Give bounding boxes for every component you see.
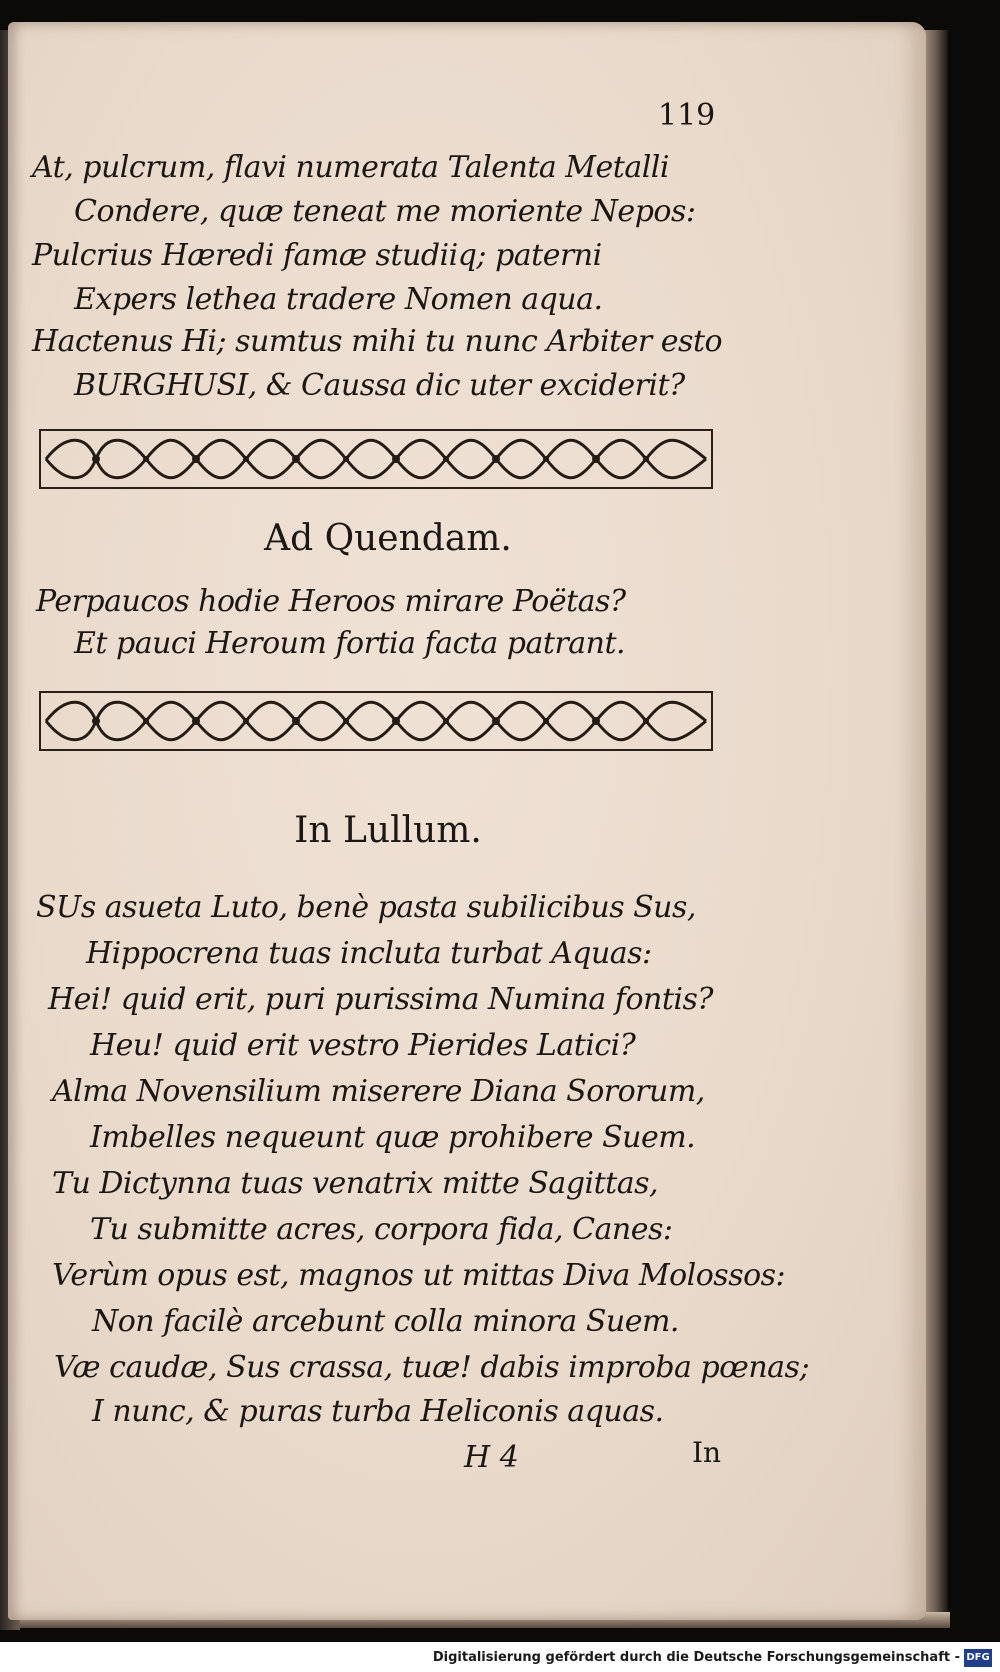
verse-line: Væ caudæ, Sus crassa, tuæ! dabis improba pœnas; xyxy=(54,1350,810,1385)
verse-line: Hactenus Hi; sumtus mihi tu nunc Arbiter esto xyxy=(32,324,723,359)
ornament-band-2 xyxy=(36,686,716,756)
verse-line: Imbelles nequeunt quæ prohibere Suem. xyxy=(90,1120,696,1155)
page-number: 119 xyxy=(658,98,716,133)
catchword: In xyxy=(692,1436,722,1469)
verse-line: Tu submitte acres, corpora fida, Canes: xyxy=(90,1212,673,1247)
verse-line: Hei! quid erit, puri purissima Numina fontis? xyxy=(48,982,713,1017)
verse-line: SUs asueta Luto, benè pasta subilicibus Sus, xyxy=(36,890,696,925)
verse-line: Non facilè arcebunt colla minora Suem. xyxy=(92,1304,679,1339)
verse-line: Et pauci Heroum fortia facta patrant. xyxy=(74,626,626,661)
verse-line: I nunc, & puras turba Heliconis aquas. xyxy=(92,1394,664,1429)
footer-credit-text: Digitalisierung gefördert durch die Deutsche Forschungsgemeinschaft - xyxy=(432,1650,960,1665)
verse-line: Heu! quid erit vestro Pierides Latici? xyxy=(90,1028,636,1063)
verse-line: Alma Novensilium miserere Diana Sororum, xyxy=(52,1074,705,1109)
verse-line: Hippocrena tuas incluta turbat Aquas: xyxy=(86,936,652,971)
poem-title: In Lullum. xyxy=(294,810,482,851)
verse-line: Perpaucos hodie Heroos mirare Poëtas? xyxy=(36,584,626,619)
verse-line: Tu Dictynna tuas venatrix mitte Sagittas, xyxy=(52,1166,659,1201)
verse-line: Expers lethea tradere Nomen aqua. xyxy=(74,282,603,317)
poem-title: Ad Quendam. xyxy=(264,518,512,559)
verse-line: Pulcrius Hæredi famæ studiiq; paterni xyxy=(32,238,602,273)
verse-line: BURGHUSI, & Caussa dic uter exciderit? xyxy=(74,368,685,403)
ornament-band-1 xyxy=(36,424,716,494)
verse-line: At, pulcrum, flavi numerata Talenta Metalli xyxy=(32,150,669,185)
digitization-footer xyxy=(0,1648,1000,1672)
verse-line: Condere, quæ teneat me moriente Nepos: xyxy=(74,194,696,229)
book-page xyxy=(8,22,926,1620)
verse-line: Verùm opus est, magnos ut mittas Diva Molossos: xyxy=(52,1258,786,1293)
signature-mark: H 4 xyxy=(464,1440,519,1475)
dfg-logo-icon: DFG xyxy=(964,1649,992,1667)
